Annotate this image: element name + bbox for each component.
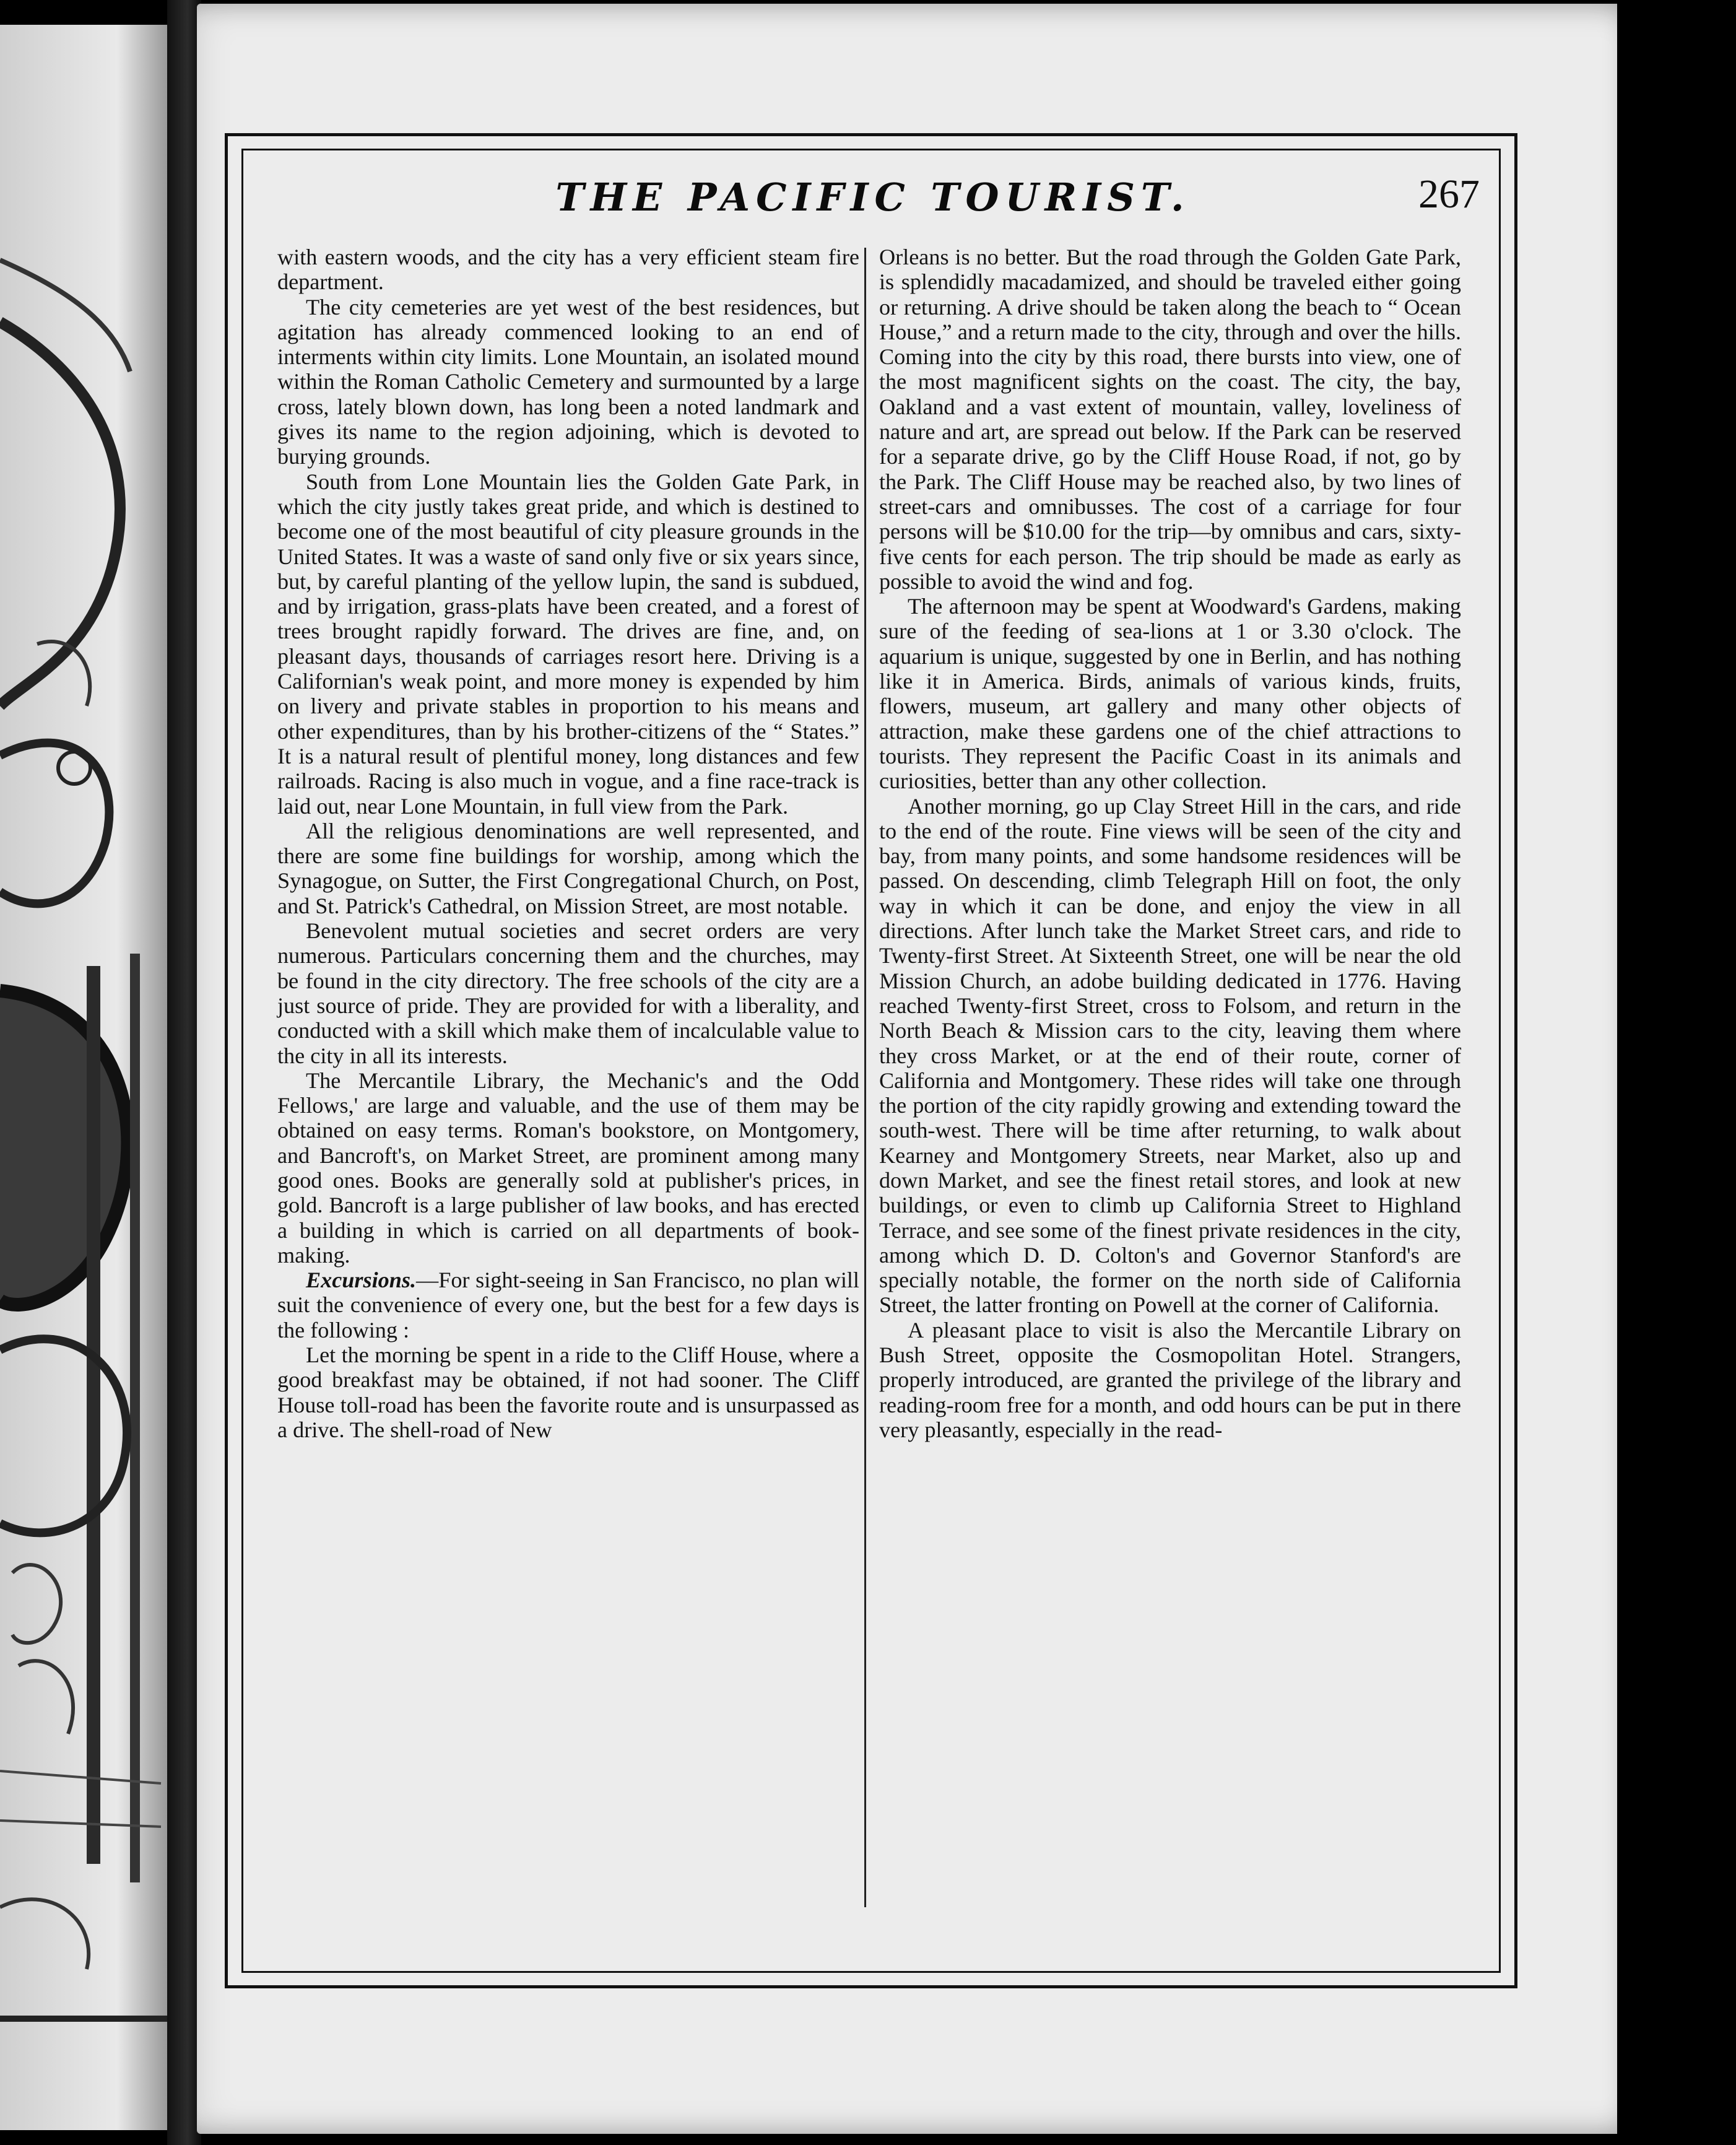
paragraph: The afternoon may be spent at Woodward's Gardens, making sure of the feeding of sea-lions at 1 or 3.30 o'clock. The aquarium is unique, suggested by one in Berlin, and has nothing like it in America. Birds, animals of various kinds, fruits, flowers, museum, art gallery and many other objects of attraction, make these gardens one of the chief attractions to tourists. They represent the Pacific Coast in its animals and curiosities, better than any other collection.: [879, 594, 1461, 794]
page-header: [266, 168, 1480, 237]
facing-page: [0, 25, 167, 2130]
paragraph: Benevolent mutual societies and secret orders are very numerous. Particulars concerning them and the churches, may be found in the city directory. The free schools of the city are a just source of pride. They are provided for with a liberality, and conducted with a skill which make them of incalculable value to the city in all its interests.: [277, 918, 859, 1068]
paragraph: Orleans is no better. But the road through the Golden Gate Park, is splendidly macadamized, and should be traveled either going or returning. A drive should be taken along the beach to “ Ocean House,” and a return made to the city, through and over the hills. Coming into the city by this road, there bursts into view, one of the most magnificent sights on the coast. The city, the bay, Oakland and a vast extent of mountain, valley, loveliness of nature and art, are spread out below. If the Park can be reserved for a separate drive, go by the Cliff House Road, if not, go by the Park. The Cliff House may be reached also, by two lines of street-cars and omnibusses. The cost of a carriage for four persons will be $10.00 for the trip—by omnibus and cars, sixty-five cents for each person. The trip should be made as early as possible to avoid the wind and fog.: [879, 245, 1461, 594]
paragraph: A pleasant place to visit is also the Mercantile Library on Bush Street, opposite the Cosmopolitan Hotel. Strangers, properly introduced, are granted the privilege of the library and reading-room free for a month, and odd hours can be put in there very pleasantly, especially in the read-: [879, 1317, 1461, 1442]
paragraph: The Mercantile Library, the Mechanic's and the Odd Fellows,' are large and valuable, and the use of them may be obtained on easy terms. Roman's bookstore, on Montgomery, and Bancroft's, on Market Street, are prominent among many good ones. Books are generally sold at publisher's prices, in gold. Bancroft is a large publisher of law books, and has erected a building in which is carried on all departments of book-making.: [277, 1068, 859, 1268]
left-column: [277, 245, 859, 1904]
paragraph: South from Lone Mountain lies the Golden Gate Park, in which the city justly takes great pride, and which is destined to become one of the most beautiful of city pleasure grounds in the United States. It was a waste of sand only five or six years since, but, by careful planting of the yellow lupin, the sand is subdued, and by irrigation, grass-plats have been created, and a forest of trees brought rapidly forward. The drives are fine, and, on pleasant days, thousands of carriages resort here. Driving is a Californian's weak point, and more money is expended by him on livery and private stables in proportion to his means and other expenditures, than by his brother-citizens of the “ States.” It is a natural result of plentiful money, long distances and few railroads. Racing is also much in vogue, and a fine race-track is laid out, near Lone Mountain, in full view from the Park.: [277, 469, 859, 819]
paragraph: Another morning, go up Clay Street Hill in the cars, and ride to the end of the route. Fine views will be seen of the city and bay, from many points, and some handsome residences will be passed. On descending, climb Telegraph Hill on foot, the only way in which it can be done, and enjoy the view in all directions. After lunch take the Market Street cars, and ride to Twenty-first Street. At Sixteenth Street, one will be near the old Mission Church, an adobe building dedicated in 1776. Having reached Twenty-first Street, cross to Folsom, and return in the North Beach & Mission cars to the city, leaving them where they cross Market, or at the end of their route, corner of California and Montgomery. These rides will take one through the portion of the city rapidly growing and extending toward the south-west. There will be time after returning, to walk about Kearney and Montgomery Streets, near Market, also up and down Market, and see the finest retail stores, and look at new buildings, or even to climb up California Street to Highland Terrace, and see some of the finest private residences in the city, among which D. D. Colton's and Governor Stanford's are specially notable, the former on the north side of California Street, the latter fronting on Powell at the corner of California.: [879, 793, 1461, 1318]
running-title: THE PACIFIC TOURIST.: [555, 175, 1191, 220]
excursions-text: —For sight-seeing in San Francisco, no plan will suit the convenience of every one, but the best for a few days is the following :: [277, 1268, 859, 1342]
paragraph: with eastern woods, and the city has a very efficient steam fire department.: [277, 245, 859, 295]
paragraph: The city cemeteries are yet west of the best residences, but agitation has already commenced looking to an end of interments within city limits. Lone Mountain, an isolated mound within the Roman Catholic Cemetery and surmounted by a large cross, lately blown down, has long been a noted landmark and gives its name to the region adjoining, which is devoted to burying grounds.: [277, 294, 859, 469]
right-column: [879, 245, 1461, 1904]
excursions-heading: Excursions.: [306, 1268, 416, 1293]
book-gutter: [167, 0, 201, 2145]
paragraph: Let the morning be spent in a ride to the Cliff House, where a good breakfast may be obtained, if not had sooner. The Cliff House toll-road has been the favorite route and is unsurpassed as a drive. The shell-road of New: [277, 1342, 859, 1442]
paragraph: All the religious denominations are well represented, and there are some fine buildings for worship, among which the Synagogue, on Sutter, the First Congregational Church, on Post, and St. Patrick's Cathedral, on Mission Street, are most notable.: [277, 818, 859, 918]
column-divider: [864, 248, 866, 1907]
page-edge-shadow: [1617, 0, 1736, 2145]
page-number: 267: [1418, 172, 1480, 217]
excursions-paragraph: [277, 1268, 859, 1342]
ornamental-illustration: [0, 25, 167, 2130]
